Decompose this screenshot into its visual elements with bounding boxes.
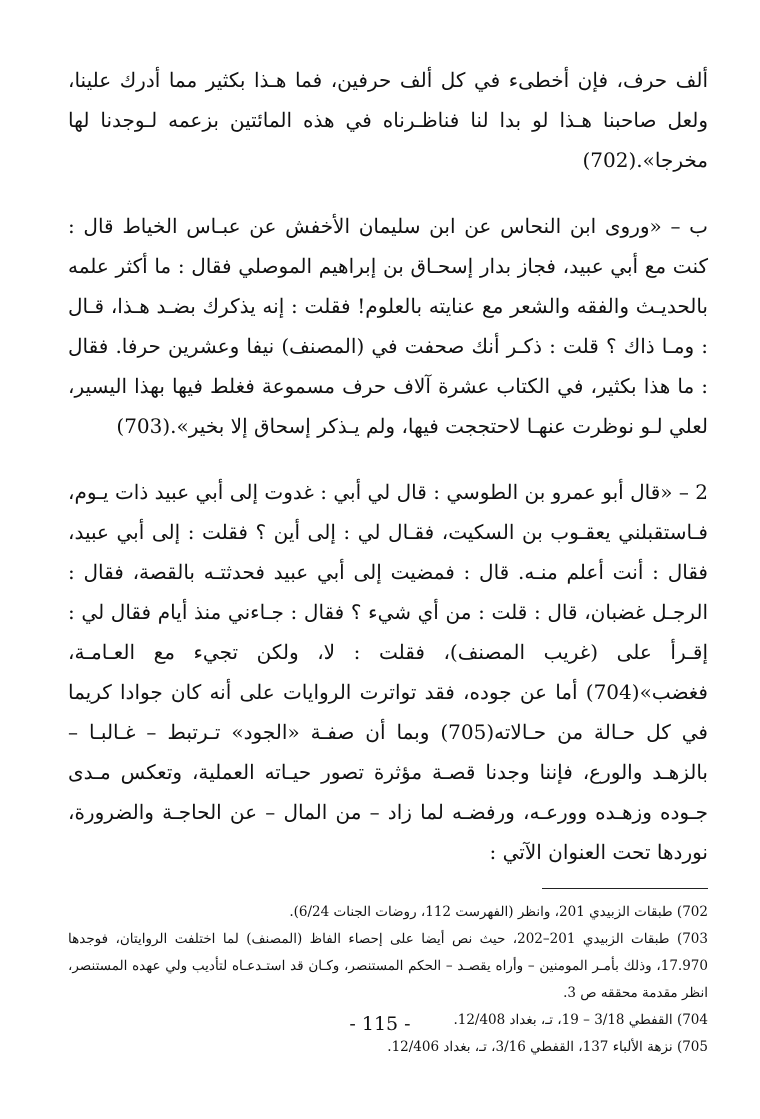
page-body: [68, 60, 708, 1061]
paragraph-gap: [68, 180, 708, 206]
footnote-704: 704) القفطي 3/18 – 19، تـ، بغداد 12/408.: [453, 1012, 708, 1028]
footnote-705: 705) نزهة الألباء 137، القفطي 3/16، تـ، بغداد 12/406.: [387, 1039, 708, 1055]
paragraph-3: 2 – «قال أبو عمرو بن الطوسي : قال لي أبي : غدوت إلى أبي عبيد ذات يـوم، فـاستقبلني يعقـوب بن السكيت، فقـال لي : إلى أين ؟ فقلت : إلى أبي عبيد، فقال : أنت أعلم منـه. قال : فمضيت إلى أبي عبيد فحدثتـه بالقصة، فقال : الرجـل غضبان، قال : قلت : من أي شيء ؟ فقال : جـاءني منذ أيام فقال لي : إقـرأ على (غريب المصنف)، فقلت : لا، ولكن تجيء مع العـامـة، فغضب»(704) أما عن جوده، فقد تواترت الروايات على أنه كان جوادا كريما في كل حـالة من حـالاته(705) وبما أن صفـة «الجود» تـرتبط – غـالبـا – بالزهـد والورع، فإننا وجدنا قصـة مؤثرة تصور حيـاته العملية، وتعكس مـدى جـوده وزهـده وورعـه، ورفضـه لما زاد – من المال – عن الحاجـة والضرورة، نوردها تحت العنوان الآتي :: [68, 480, 708, 864]
footnote-separator: [542, 888, 708, 889]
footnote-703: 703) طبقات الزبيدي 201–202، حيث نص أيضا على إحصاء الفاظ (المصنف) لما اختلفت الروايتان، فوجدها 17.970، وذلك بأمـر المومنين – وأراه يقصـد – الحكم المستنصر، وكـان قد استـدعـاه لتأديب ولي عهده المستنصر، انظر مقدمة محققه ص 3.: [68, 931, 708, 1001]
paragraph-2: ب – «وروى ابن النحاس عن ابن سليمان الأخفش عن عبـاس الخياط قال : كنت مع أبي عبيد، فجاز بدار إسحـاق بن إبراهيم الموصلي فقال : ما أكثر علمه بالحديـث والفقه والشعر مع عنايته بالعلوم! فقلت : إنه يذكرك بضـد هـذا، قـال : ومـا ذاك ؟ قلت : ذكـر أنك صحفت في (المصنف) نيفا وعشرين حرفا. فقال : ما هذا بكثير، في الكتاب عشرة آلاف حرف مسموعة فغلط فيها بهذا اليسير، لعلي لـو نوظرت عنهـا لاحتججت فيها، ولم يـذكر إسحاق إلا بخير».(703): [68, 214, 708, 438]
page-number: - 115 -: [349, 1013, 411, 1035]
paragraph-1: ألف حرف، فإن أخطىء في كل ألف حرفين، فما هـذا بكثير مما أدرك علينا، ولعل صاحبنا هـذا لو بدا لنا فناظـرناه في هذه المائتين بزعمه لـوجدنا لها مخرجا».(702): [68, 68, 708, 172]
footnote-702: 702) طبقات الزبيدي 201، وانظر (الفهرست 112، روضات الجنات 6/24).: [289, 904, 708, 920]
paragraph-gap: [68, 446, 708, 472]
